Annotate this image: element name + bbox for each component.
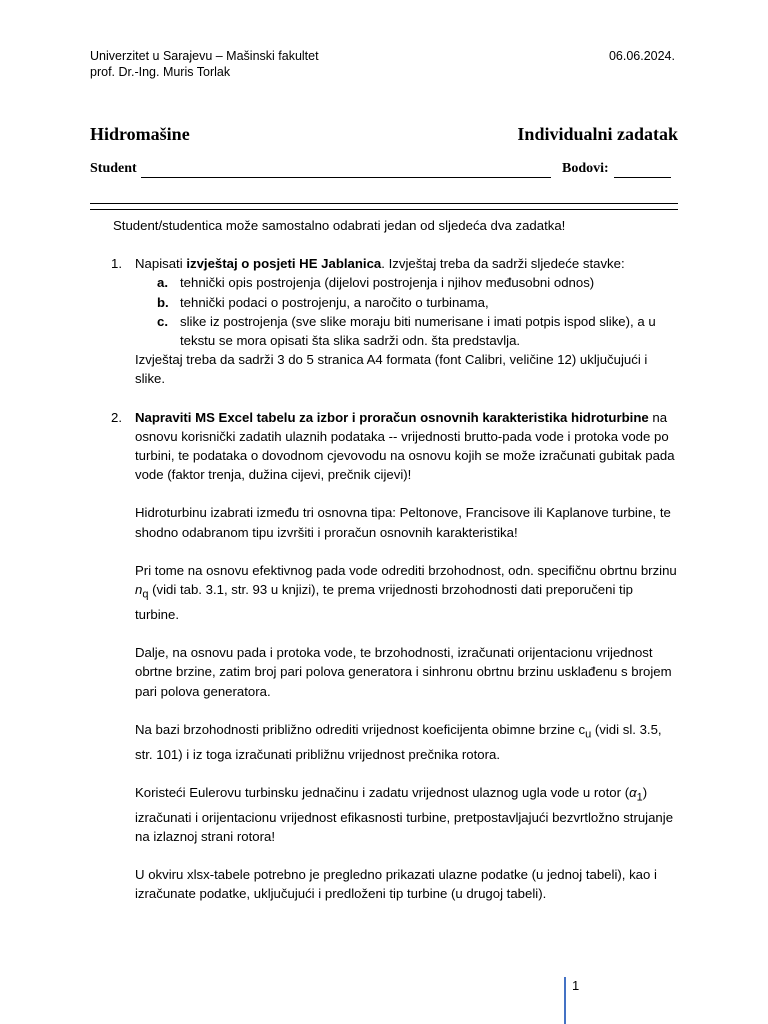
task-1-number: 1. — [111, 256, 122, 272]
p3-symbol: n — [135, 582, 143, 598]
course-title: Hidromašine — [90, 124, 190, 144]
task-2-number: 2. — [111, 409, 122, 425]
page-number-bar — [564, 977, 566, 1024]
student-name-line — [141, 177, 551, 178]
page-number: 1 — [572, 978, 580, 993]
p5-pre: Na bazi brzohodnosti približno odrediti vrijednost koeficijenta obimne brzine c — [135, 721, 586, 737]
task-1-pre: Napisati — [135, 256, 187, 272]
task-1-bold: izvještaj o posjeti HE Jablanica — [186, 256, 382, 272]
task-2-heading — [135, 408, 678, 485]
task-1-item-a — [90, 273, 678, 292]
p3-post: (vidi tab. 3.1, str. 93 u knjizi), te prema vrijednosti brzohodnosti dati preporučeni tip turbine. — [135, 582, 633, 622]
task-2-paragraph-5 — [135, 720, 678, 764]
professor-name: prof. Dr.-Ing. Muris Torlak — [90, 65, 231, 79]
student-label: Student — [90, 161, 137, 176]
task-2-paragraph-2: Hidroturbinu izabrati između tri osnovna tipa: Peltonove, Francisove ili Kaplanove turbine, te shodno odabranom tipu izvršiti i proračun osnovnih karakteristika! — [135, 505, 671, 540]
points-line — [614, 177, 671, 178]
document-body — [90, 216, 678, 903]
assignment-title: Individualni zadatak — [517, 124, 678, 144]
p5-post: (vidi sl. 3.5, str. 101) i iz toga izračunati približnu vrijednost prečnika rotora. — [135, 721, 662, 762]
task-1-heading — [135, 254, 678, 273]
item-text: tehnički opis postrojenja (dijelovi postrojenja i njihov međusobni odnos) — [180, 275, 595, 291]
document-header-left — [90, 48, 319, 80]
p6-symbol: α — [629, 784, 637, 800]
task-1-item-c — [90, 312, 678, 350]
item-text: tehnički podaci o postrojenju, a naročito o turbinama, — [180, 294, 489, 310]
item-letter: c. — [157, 313, 168, 329]
task-2-paragraph-6 — [135, 783, 678, 846]
task-1-closing: Izvještaj treba da sadrži 3 do 5 stranica A4 formata (font Calibri, veličine 12) uključujući i slike. — [135, 352, 648, 387]
title-row — [90, 124, 678, 148]
item-letter: a. — [157, 275, 168, 291]
p6-pre: Koristeći Eulerovu turbinsku jednačinu i zadatu vrijednost ulaznog ugla vode u rotor ( — [135, 784, 630, 800]
task-1 — [90, 254, 678, 273]
item-letter: b. — [157, 294, 169, 310]
student-row — [90, 161, 678, 181]
p6-post: ) izračunati i orijentacionu vrijednost efikasnosti turbine, pretpostavljajući bezvrtložno strujanje na izlaznoj strani rotora! — [135, 784, 674, 844]
p3-pre: Pri tome na osnovu efektivnog pada vode odrediti brzohodnost, odn. specifičnu obrtnu brzinu — [135, 562, 677, 578]
task-2 — [90, 408, 678, 904]
task-2-paragraph-7: U okviru xlsx-tabele potrebno je pregledno prikazati ulazne podatke (u jednoj tabeli), kao i izračunate podatke, uključujući i predloženi tip turbine (u drugoj tabeli). — [135, 867, 657, 902]
task-2-bold: Napraviti MS Excel tabelu za izbor i proračun osnovnih karakteristika hidroturbine — [135, 409, 649, 425]
document-date: 06.06.2024. — [608, 49, 675, 63]
intro-text: Student/studentica može samostalno odabrati jedan od sljedeća dva zadatka! — [113, 218, 566, 233]
p5-subscript: u — [585, 728, 592, 741]
task-2-paragraph-3 — [135, 561, 678, 624]
p6-subscript: 1 — [636, 791, 643, 804]
task-2-text: na osnovu korisnički zadatih ulaznih podataka -- vrijednosti brutto-pada vode i protoka vode po turbini, te podataka o dovodnom cjevovodu na osnovu kojih se može izračunati gubitak pada vode (faktor trenja, dužina cijevi, prečnik cijevi)! — [135, 409, 675, 483]
divider-bottom — [90, 209, 678, 210]
item-text: slike iz postrojenja (sve slike moraju biti numerisane i imati potpis ispod slike), a u tekstu se mora opisati šta slika sadrži odn. šta predstavlja. — [180, 313, 656, 349]
task-2-paragraph-4: Dalje, na osnovu pada i protoka vode, te brzohodnosti, izračunati orijentacionu vrijednost obrtne brzine, zatim broj pari polova generatora i sinhronu obrtnu brzinu usklađenu s brojem pari polova generatora. — [135, 645, 672, 699]
points-label: Bodovi: — [562, 161, 609, 176]
p3-subscript: q — [142, 588, 149, 601]
task-1-item-b — [90, 293, 678, 312]
divider-top — [90, 203, 678, 204]
university-name: Univerzitet u Sarajevu – Mašinski fakultet — [90, 49, 319, 63]
task-1-post: . Izvještaj treba da sadrži sljedeće stavke: — [381, 256, 625, 272]
